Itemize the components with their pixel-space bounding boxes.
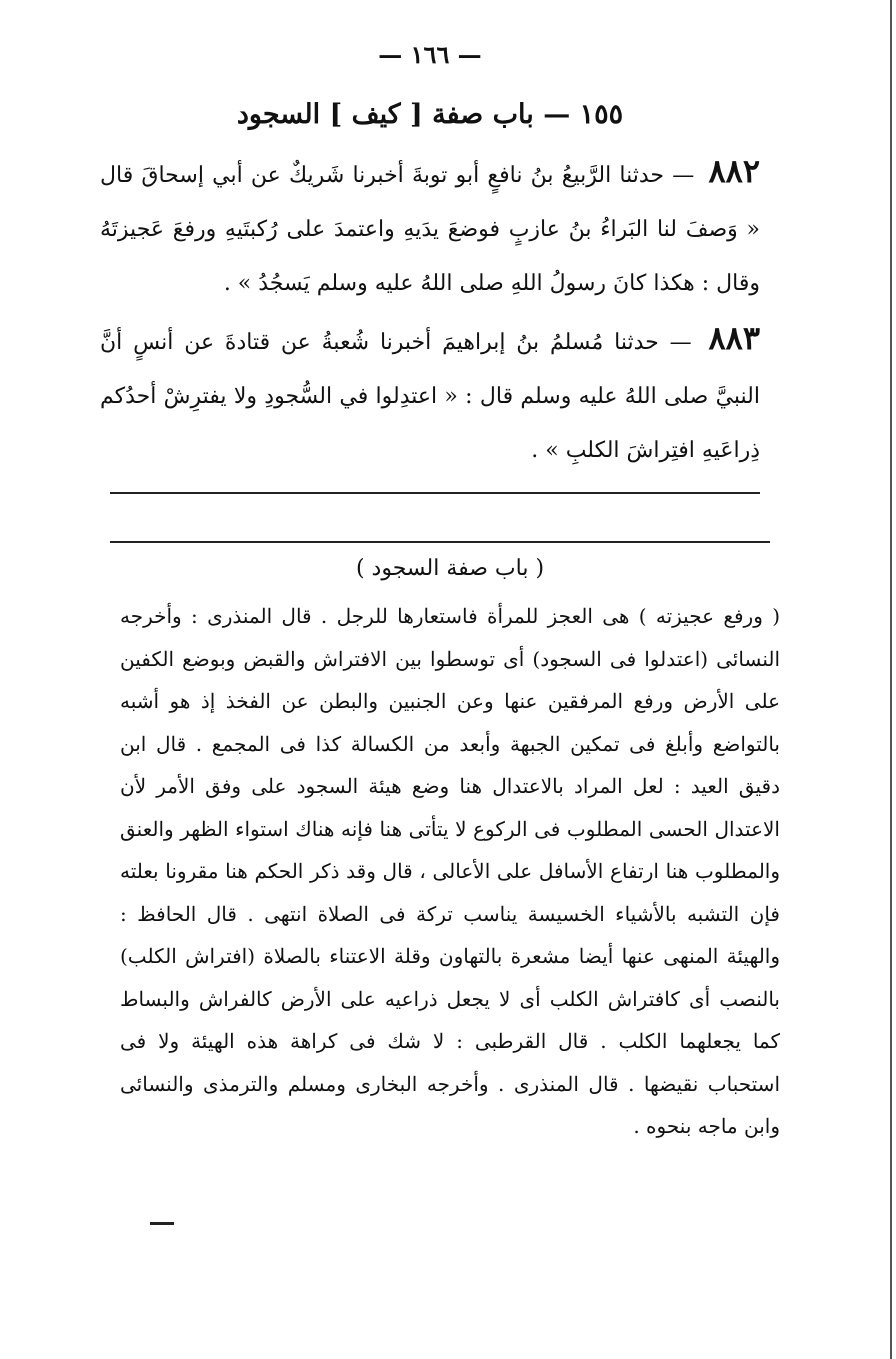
hadith-number: ٨٨٢ bbox=[708, 152, 760, 190]
hadith-883 bbox=[100, 311, 760, 478]
hadith-section bbox=[100, 40, 760, 494]
hadith-text: — حدثنا مُسلمُ بنُ إبراهيمَ أخبرنا شُعبةُ عن قتادةَ عن أنسٍ أنَّ النبيَّ صلى اللهُ عليه وسلم قال : « اعتدِلوا في السُّجودِ ولا يفترِشْ أحدُكم ذِراعَيهِ افتِراشَ الكلبِ » . bbox=[100, 330, 760, 463]
commentary-body: ( ورفع عجيزته ) هى العجز للمرأة فاستعارها للرجل . قال المنذرى : وأخرجه النسائى (اعتدلوا فى السجود) أى توسطوا بين الافتراش والقبض وبوضع الكفين على الأرض ورفع المرفقين عنها وعن الجنبين والبطن عن الفخذ إذ هو أشبه بالتواضع وأبلغ فى تمكين الجبهة وأبعد من الكسالة كذا فى المجمع . قال ابن دقيق العيد : لعل المراد بالاعتدال هنا وضع هيئة السجود على وفق الأمر لأن الاعتدال الحسى المطلوب فى الركوع لا يتأتى هنا فإنه هناك استواء الظهر والعنق والمطلوب هنا ارتفاع الأسافل على الأعالى ، قال وقد ذكر الحكم هنا مقرونا بعلته فإن التشبه بالأشياء الخسيسة يناسب تركة فى الصلاة انتهى . قال الحافظ : والهيئة المنهى عنها أيضا مشعرة بالتهاون وقلة الاعتناء بالصلاة (افتراش الكلب) بالنصب أى كافتراش الكلب أى لا يجعل ذراعيه على الأرض كالفراش والبساط كما يجعلهما الكلب . قال القرطبى : لا شك فى كراهة هذه الهيئة ولا فى استحباب نقيضها . قال المنذرى . وأخرجه البخارى ومسلم والترمذى والنسائى وابن ماجه بنحوه . bbox=[120, 604, 780, 1138]
chapter-heading bbox=[100, 99, 760, 130]
hadith-882 bbox=[100, 144, 760, 311]
commentary-heading: ( باب صفة السجود ) bbox=[355, 556, 545, 581]
page-edge-rule bbox=[890, 0, 892, 1359]
chapter-title: — باب صفة [ كيف ] السجود bbox=[236, 99, 571, 130]
hadith-number: ٨٨٣ bbox=[708, 319, 761, 357]
hadith-text: — حدثنا الرَّبيعُ بنُ نافعٍ أبو توبةَ أخبرنا شَريكٌ عن أبي إسحاقَ قال « وَصفَ لنا البَراءُ بنُ عازبٍ فوضعَ يدَيهِ واعتمدَ على رُكبتَيهِ ورفعَ عَجيزتَهُ وقال : هكذا كانَ رسولُ اللهِ صلى اللهُ عليه وسلم يَسجُدُ » . bbox=[100, 163, 760, 296]
text-divider bbox=[110, 492, 760, 494]
commentary-section bbox=[120, 556, 780, 1148]
end-mark bbox=[150, 1222, 174, 1225]
footnote-divider bbox=[110, 541, 770, 543]
chapter-number: ١٥٥ bbox=[579, 99, 624, 130]
page-number: — ١٦٦ — bbox=[378, 40, 482, 69]
